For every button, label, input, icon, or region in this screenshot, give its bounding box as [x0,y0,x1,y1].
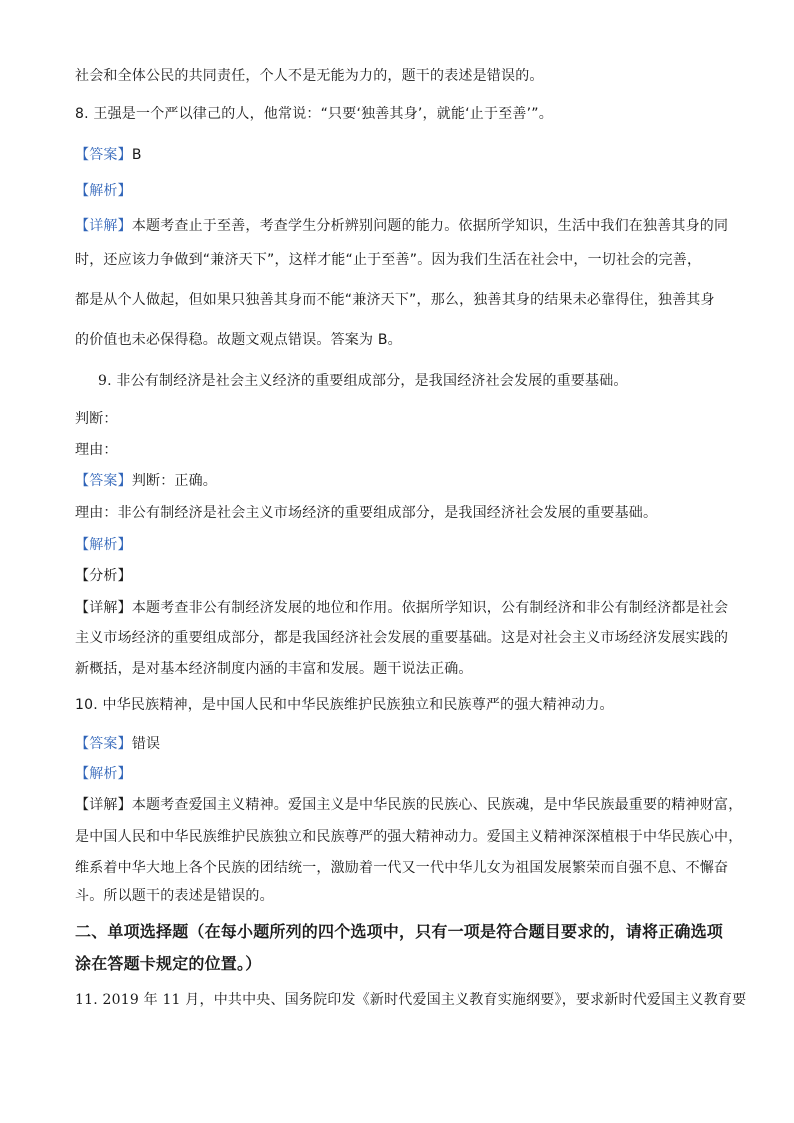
text-line: 时，还应该力争做到“兼济天下”，这样才能“止于至善”。因为我们生活在社会中，一切社会的完善， [75,252,702,268]
text-line: 主义市场经济的重要组成部分，都是我国经济社会发展的重要基础。这是对社会主义市场经济发展实践的 [75,630,729,646]
answer-value: 错误 [131,736,161,752]
detail-text: 本题考查非公有制经济发展的地位和作用。依据所学知识，公有制经济和非公有制经济都是社会 [131,600,729,616]
detail-text: 本题考查爱国主义精神。爱国主义是中华民族的民族心、民族魂，是中华民族最重要的精神财富， [131,797,743,813]
judge-label: 判断： [75,411,118,427]
question-8: 8. 王强是一个严以律己的人，他常说：“只要‘独善其身’，就能‘止于至善’”。 [75,106,553,122]
answer-reason: 理由：非公有制经济是社会主义市场经济的重要组成部分，是我国经济社会发展的重要基础。 [75,505,658,521]
detail-line [75,598,734,618]
text-line: 的价值也未必保得稳。故题文观点错误。答案为 B。 [75,332,402,348]
question-11: 11. 2019 年 11 月，中共中央、国务院印发《新时代爱国主义教育实施纲要》，要求新时代爱国主义教育要 [75,992,747,1008]
reason-label: 理由： [75,442,118,458]
text-line: 斗。所以题干的表述是错误的。 [75,888,274,904]
question-10: 10. 中华民族精神，是中国人民和中华民族维护民族独立和民族尊严的强大精神动力。 [75,697,614,713]
fenxi-tag: 【分析】 [75,568,132,584]
section-heading-cont: 涂在答题卡规定的位置。） [75,954,262,973]
answer-tag: 【答案】 [75,736,132,752]
analysis-tag: 【解析】 [75,183,132,199]
analysis-tag: 【解析】 [75,766,132,782]
section-heading: 二、单项选择题（在每小题所列的四个选项中，只有一项是符合题目要求的，请将正确选项 [75,922,724,941]
answer-line [75,471,734,491]
detail-text: 本题考查止于至善，考查学生分析辨别问题的能力。依据所学知识，生活中我们在独善其身的同 [131,218,729,234]
answer-tag: 【答案】 [75,473,132,489]
answer-line [75,734,734,754]
text-line: 新概括，是对基本经济制度内涵的丰富和发展。题干说法正确。 [75,661,473,677]
answer-value: B [131,147,142,163]
detail-line [75,216,734,236]
text-line: 维系着中华大地上各个民族的团结统一，激励着一代又一代中华儿女为祖国发展繁荣而自强不息、不懈奋 [75,860,729,876]
detail-line [75,795,743,815]
detail-tag: 【详解】 [75,600,132,616]
text-line: 社会和全体公民的共同责任，个人不是无能为力的，题干的表述是错误的。 [75,68,544,84]
analysis-tag: 【解析】 [75,537,132,553]
text-line: 都是从个人做起，但如果只独善其身而不能“兼济天下”，那么，独善其身的结果未必靠得住，独善其身 [75,292,715,308]
answer-tag: 【答案】 [75,147,132,163]
detail-tag: 【详解】 [75,797,132,813]
text-line: 是中国人民和中华民族维护民族独立和民族尊严的强大精神动力。爱国主义精神深深植根于中华民族心中， [75,829,743,845]
question-9: 9. 非公有制经济是社会主义经济的重要组成部分，是我国经济社会发展的重要基础。 [98,373,628,389]
detail-tag: 【详解】 [75,218,132,234]
answer-line [75,145,734,165]
answer-value: 判断：正确。 [131,473,218,489]
